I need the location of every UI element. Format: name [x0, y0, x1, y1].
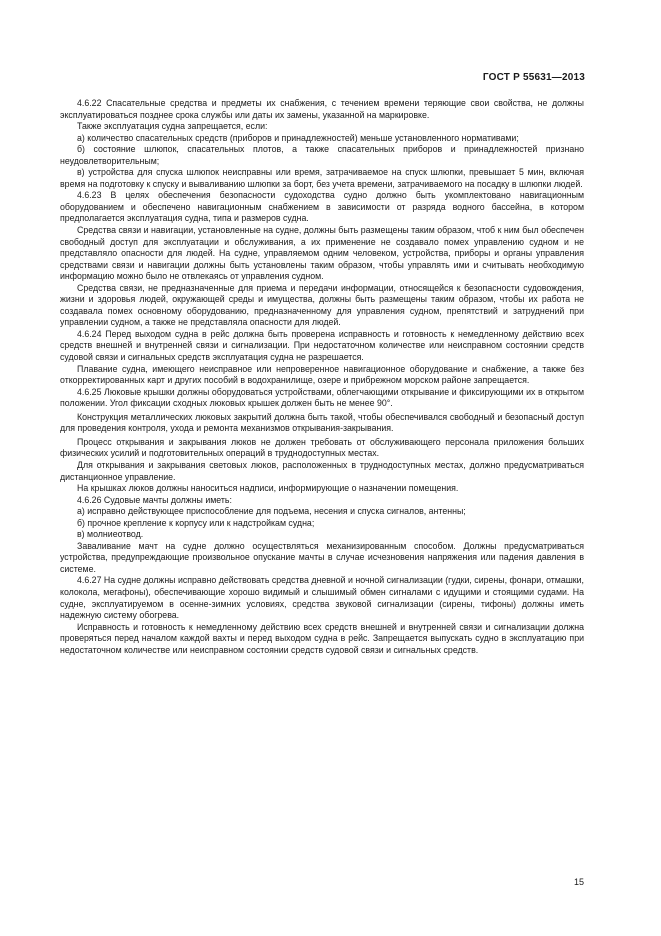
list-item: а) количество спасательных средств (приборов и принадлежностей) меньше установленного нормативами; [77, 132, 519, 143]
paragraph: Процесс открывания и закрывания люков не должен требовать от обслуживающего персонала приложения больших физических усилий и подготовительных операций в труднодоступных местах. [60, 436, 584, 459]
paragraph-4-6-26: 4.6.26 Судовые мачты должны иметь: [77, 494, 232, 505]
paragraph: Средства связи, не предназначенные для приема и передачи информации, относящейся к безопасности судовождения, жизни и здоровья людей, окружающей среды и имущества, должны быть размещены таким образом, чтобы их работа не создавала помех основному оборудованию, предназначенному для управления судном, препятствий и затруднений при управлении судном, а также не представляла опасности для людей. [60, 282, 584, 328]
paragraph: На крышках люков должны наноситься надписи, информирующие о назначении помещения. [77, 483, 459, 494]
paragraph: Исправность и готовность к немедленному действию всех средств внешней и внутренней связи и сигнализации должна проверяться перед началом каждой вахты и перед выходом судна в рейс. Запрещается выпускать судно в эксплуатацию при недостаточном количестве или неисправном состоянии средств судовой связи и сигнальных средств. [60, 621, 584, 655]
list-item: б) прочное крепление к корпусу или к надстройкам судна; [77, 517, 315, 528]
paragraph: Плавание судна, имеющего неисправное или непроверенное навигационное оборудование и снабжение, а также без откорректированных карт и других пособий в водохранилище, озере и прибрежном морском районе запрещается. [60, 363, 584, 386]
list-item: а) исправно действующее приспособление для подъема, несения и спуска сигналов, антенны; [77, 506, 466, 517]
list-item: в) устройства для спуска шлюпок неисправны или время, затрачиваемое на спуск шлюпки, превышает 5 мин, включая время на подготовку к спуску и вываливанию шлюпки за борт, без учета времени, затрачиваемого на посадку в шлюпки людей. [60, 167, 584, 189]
paragraph: Заваливание мачт на судне должно осуществляться механизированным способом. Должны предусматриваться устройства, предупреждающие произвольное опускание мачты в случае исчезновения напряжения или падения давления в системе. [60, 540, 584, 574]
page-number: 15 [573, 877, 584, 887]
paragraph-4-6-24: 4.6.24 Перед выходом судна в рейс должна быть проверена исправность и готовность к немедленному действию всех средств внешней и внутренней связи и сигнализации. При недостаточном количестве или неисправном состоянии средств судовой связи и сигнальных средств эксплуатация судна не разрешается. [60, 328, 584, 363]
page-body [60, 98, 584, 656]
paragraph-4-6-22: 4.6.22 Спасательные средства и предметы их снабжения, с течением времени теряющие свои свойства, не должны эксплуатироваться позднее срока службы или даты их замены, указанной на маркировке. [60, 98, 584, 120]
paragraph: Средства связи и навигации, установленные на судне, должны быть размещены таким образом, чтоб к ним был обеспечен свободный доступ для эксплуатации и обслуживания, а их применение не создавало помех управлению судном и не представляло опасности для людей. На судне, управляемом одним человеком, устройства, приборы и органы управления средствами связи и навигации должны быть установлены таким образом, чтобы управлять ими и считывать необходимую информацию можно было не отвлекаясь от управления судном. [60, 225, 584, 282]
paragraph: Для открывания и закрывания световых люков, расположенных в труднодоступных местах, должно предусматриваться дистанционное управление. [60, 459, 584, 482]
paragraph: Также эксплуатация судна запрещается, если: [77, 121, 268, 132]
paragraph-4-6-27: 4.6.27 На судне должны исправно действовать средства дневной и ночной сигнализации (гудки, сирены, фонари, отмашки, колокола, мегафоны), обеспечивающие хорошо видимый и слышимый обмен сигналами с идущими и стоящими судами. На судне, эксплуатируемом в осенне-зимних условиях, средства звуковой сигнализации (сирены, тифоны) должны иметь надежную систему обогрева. [60, 575, 584, 621]
paragraph-4-6-25: 4.6.25 Люковые крышки должны оборудоваться устройствами, облегчающими открывание и фиксирующими их в открытом положении. Угол фиксации сходных люковых крышек должен быть не менее 90°. [60, 386, 584, 409]
paragraph: Конструкция металлических люковых закрытий должна быть такой, чтобы обеспечивался свободный и безопасный доступ для проведения контроля, ухода и ремонта механизмов открывания-закрывания. [60, 411, 584, 434]
paragraph-4-6-23: 4.6.23 В целях обеспечения безопасности судоходства судно должно быть укомплектовано навигационным оборудованием и обеспечено навигационным снабжением в зависимости от разряда водного бассейна, в котором предполагается эксплуатация судна, типа и размеров судна. [60, 190, 584, 224]
list-item: б) состояние шлюпок, спасательных плотов, а также спасательных приборов и принадлежностей признано неудовлетворительным; [60, 144, 584, 166]
document-code: ГОСТ Р 55631—2013 [482, 72, 585, 83]
list-item: в) молниеотвод. [77, 529, 144, 540]
